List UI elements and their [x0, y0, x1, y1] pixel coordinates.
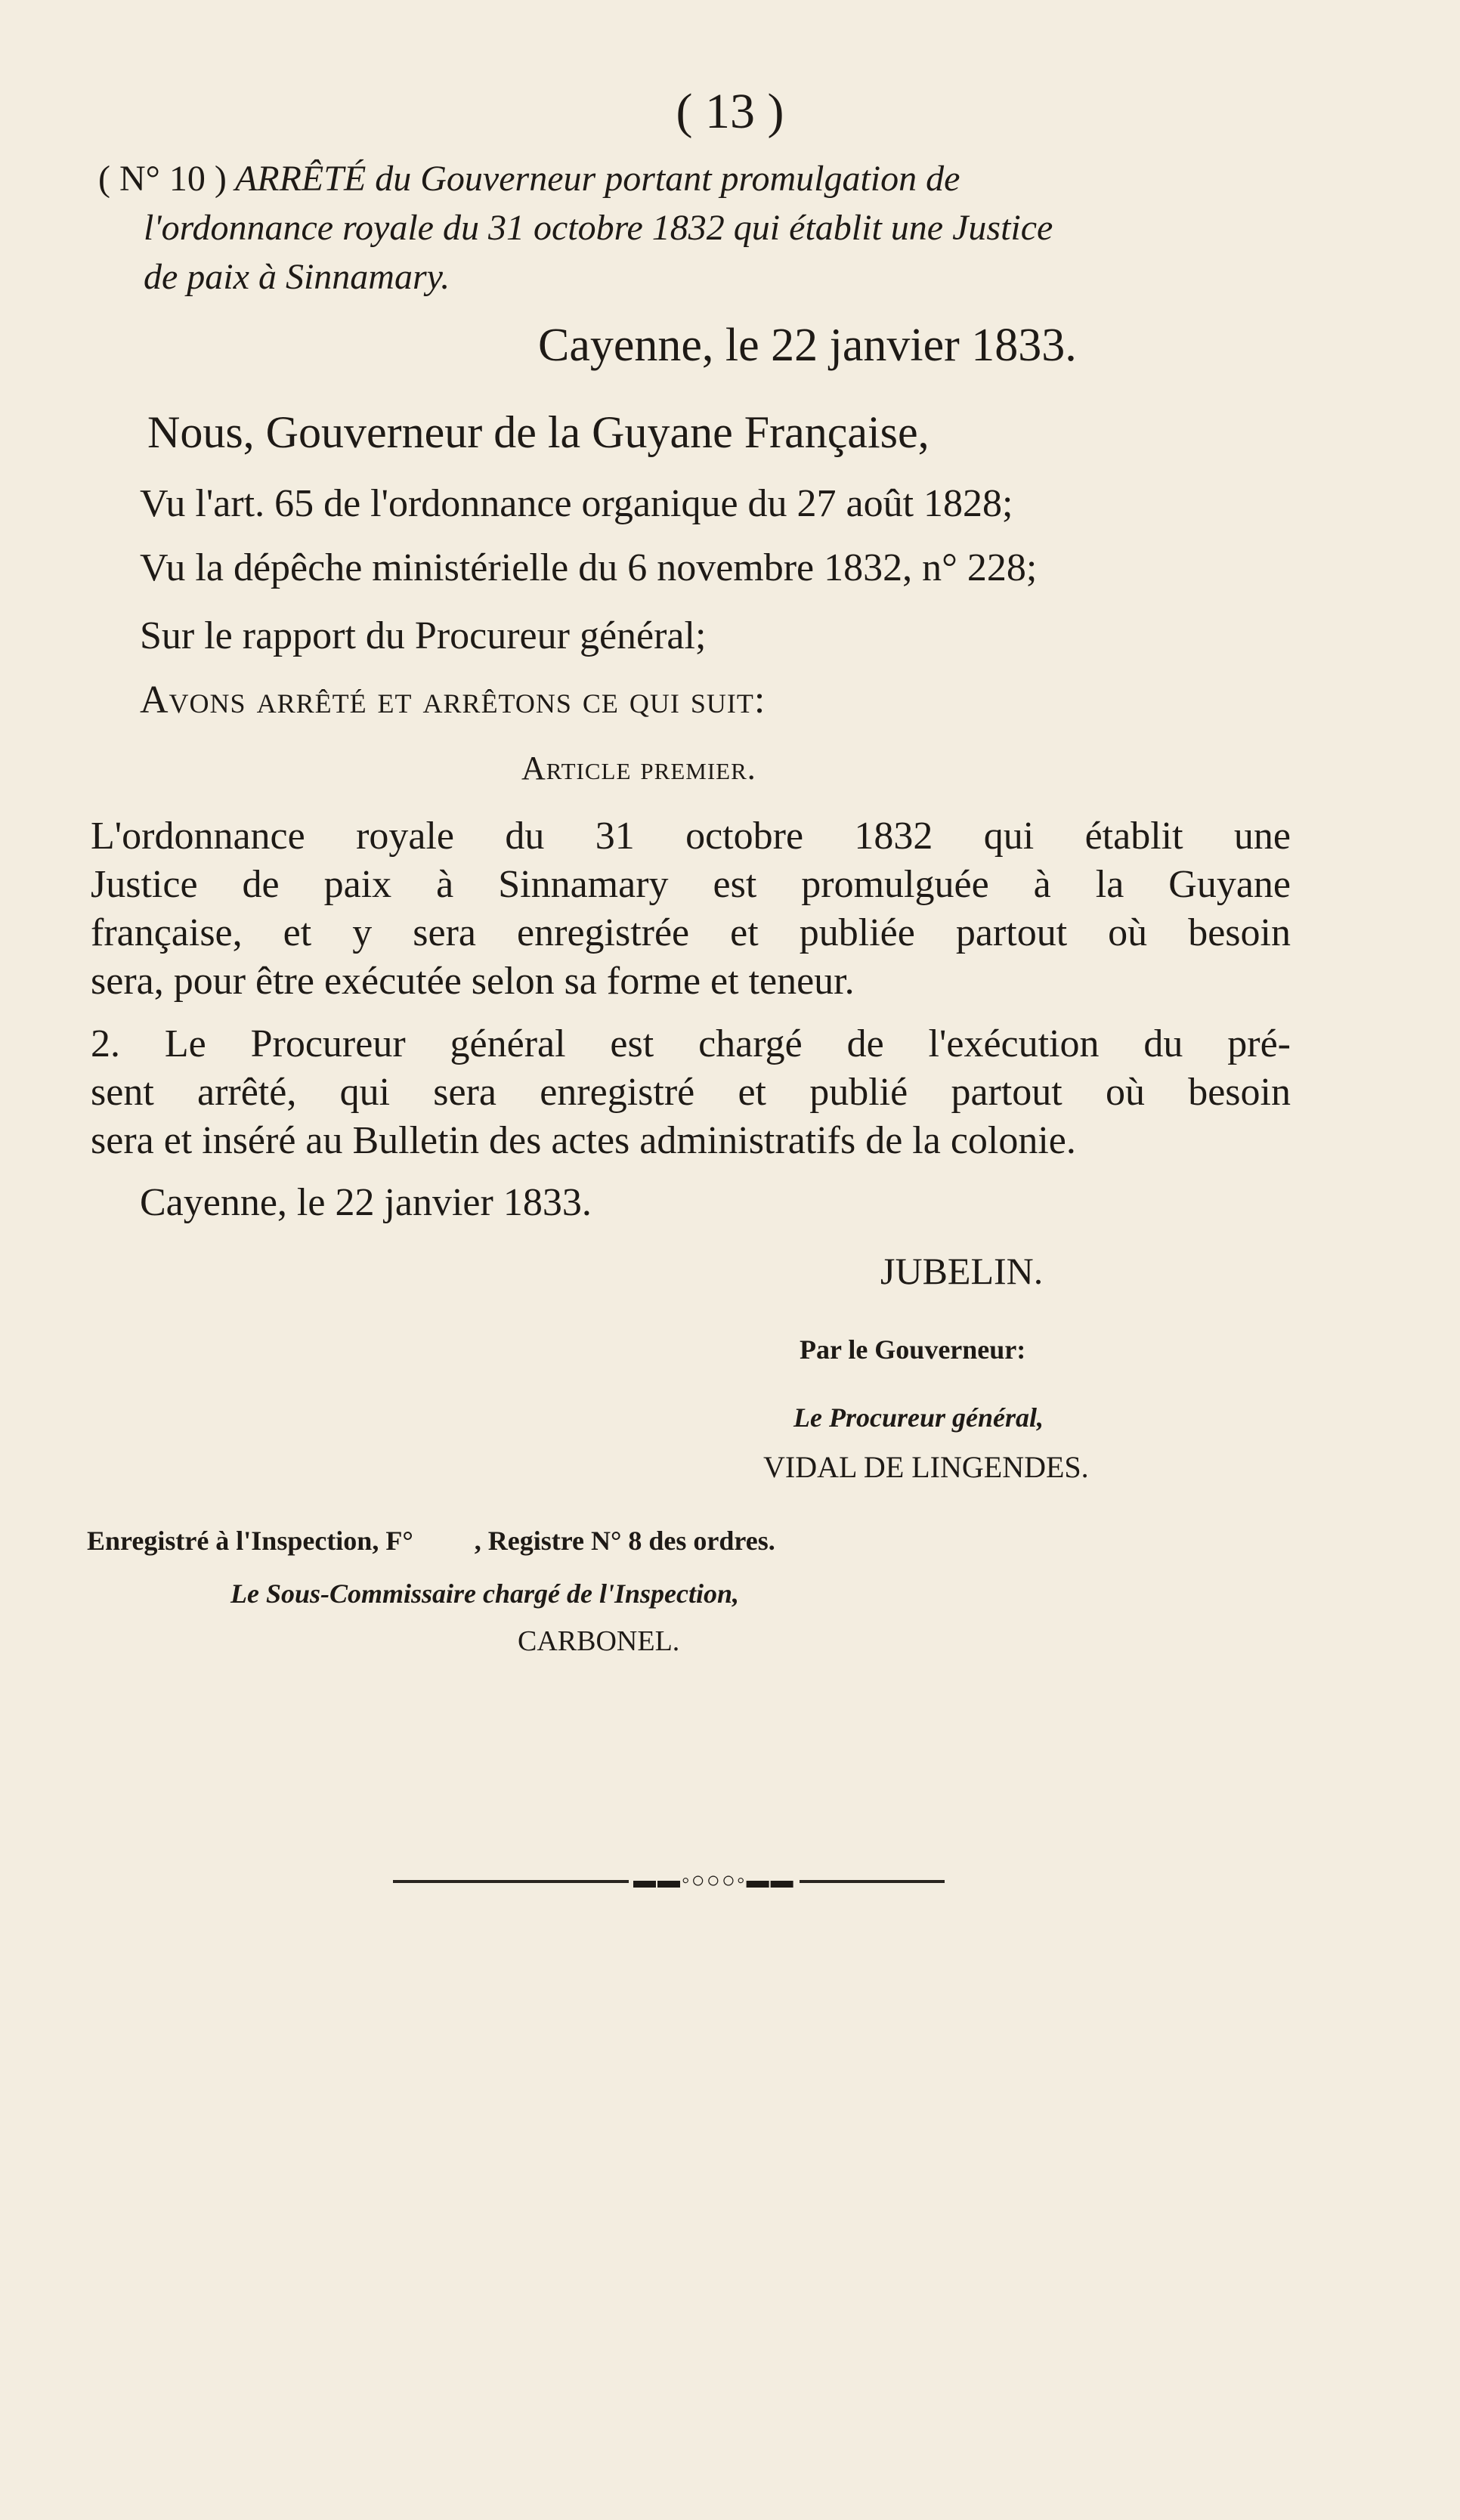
procureur-name: VIDAL DE LINGENDES. [763, 1450, 1089, 1484]
vu-line-2: Vu la dépêche ministérielle du 6 novembre 1832, n° 228; [140, 546, 1038, 589]
procureur-title: Le Procureur général, [793, 1402, 1044, 1433]
date-line: Cayenne, le 22 janvier 1833. [538, 320, 1077, 371]
article-1-line: sera, pour être exécutée selon sa forme et teneur. [91, 960, 855, 1003]
signature: JUBELIN. [880, 1250, 1044, 1292]
sous-commissaire-name: CARBONEL. [518, 1625, 680, 1657]
decree-heading [98, 155, 1307, 203]
avons-line: Avons arrêté et arrêtons ce qui suit: [140, 679, 766, 722]
nous-line: Nous, Gouverneur de la Guyane Française, [147, 407, 930, 457]
article-2-line: sera et inséré au Bulletin des actes administratifs de la colonie. [91, 1119, 1076, 1162]
heading-line-1: ARRÊTÉ du Gouverneur portant promulgation de [234, 159, 960, 199]
article-1-line: L'ordonnance royale du 31 octobre 1832 qui établit une [91, 815, 1291, 858]
sous-commissaire-title: Le Sous-Commissaire chargé de l'Inspection, [230, 1578, 740, 1609]
article-2-line: 2. Le Procureur général est chargé de l'exécution du pré- [91, 1022, 1291, 1065]
heading-line-2: l'ordonnance royale du 31 octobre 1832 qui établit une Justice [144, 208, 1053, 248]
page-number: ( 13 ) [676, 84, 784, 139]
vu-line-1: Vu l'art. 65 de l'ordonnance organique du 27 août 1828; [140, 482, 1013, 525]
rule-ornament: ▬▬◦○○○◦▬▬ [629, 1868, 800, 1894]
article-title: Article premier. [521, 750, 756, 787]
decree-number: ( N° 10 ) [98, 159, 227, 199]
sur-line: Sur le rapport du Procureur général; [140, 614, 707, 657]
par-le-gouverneur: Par le Gouverneur: [800, 1334, 1026, 1365]
closing-date: Cayenne, le 22 janvier 1833. [140, 1181, 592, 1224]
registration-note: Enregistré à l'Inspection, F° , Registre N° 8 des ordres. [87, 1526, 775, 1556]
heading-line-3: de paix à Sinnamary. [144, 257, 450, 297]
article-2 [91, 1020, 1291, 1165]
article-2-line: sent arrêté, qui sera enregistré et publié partout où besoin [91, 1071, 1291, 1114]
article-1-line: Justice de paix à Sinnamary est promulguée à la Guyane [91, 863, 1291, 906]
article-1-line: française, et y sera enregistrée et publiée partout où besoin [91, 911, 1291, 954]
article-1 [91, 812, 1291, 1006]
